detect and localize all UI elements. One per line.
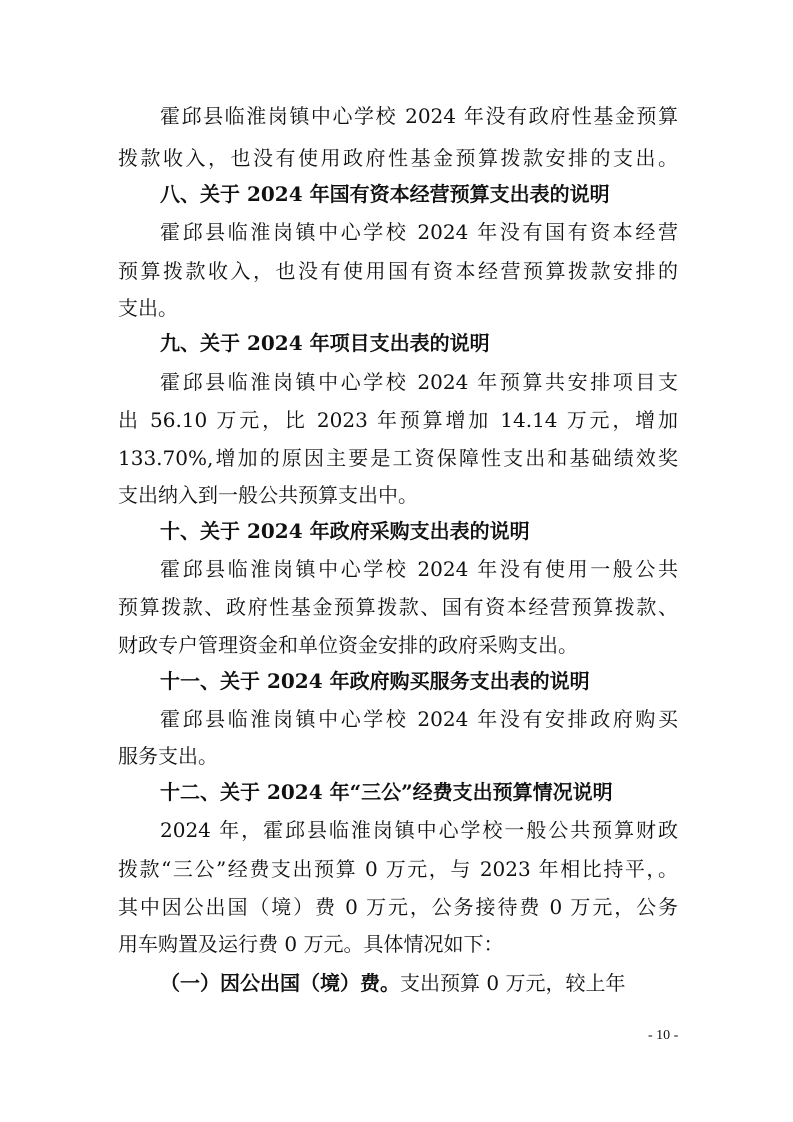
paragraph-line: 霍邱县临淮岗镇中心学校 2024 年没有使用一般公共 bbox=[160, 557, 678, 581]
section-heading: 九、关于 2024 年项目支出表的说明 bbox=[160, 331, 490, 355]
paragraph-line: 2024 年，霍邱县临淮岗镇中心学校一般公共预算财政 bbox=[160, 818, 678, 842]
subsection-heading: （一）因公出国（境）费。 bbox=[160, 971, 400, 995]
paragraph-line: 出 56.10 万元，比 2023 年预算增加 14.14 万元，增加 bbox=[118, 408, 678, 432]
paragraph-line: 预算拨款收入，也没有使用国有资本经营预算拨款安排的 bbox=[118, 259, 678, 283]
paragraph-line: 支出。 bbox=[118, 296, 178, 320]
paragraph-line: 霍邱县临淮岗镇中心学校 2024 年没有安排政府购买 bbox=[160, 707, 678, 731]
paragraph-line: 预算拨款、政府性基金预算拨款、国有资本经营预算拨款、 bbox=[118, 595, 678, 619]
section-heading: 十二、关于 2024 年“三公”经费支出预算情况说明 bbox=[160, 780, 613, 804]
paragraph-line: 霍邱县临淮岗镇中心学校 2024 年没有政府性基金预算 bbox=[160, 104, 678, 128]
paragraph-line-mixed bbox=[160, 970, 678, 996]
paragraph-line: 拨款收入，也没有使用政府性基金预算拨款安排的支出。 bbox=[118, 146, 678, 170]
page-number: - 10 - bbox=[648, 1028, 679, 1043]
paragraph-line: 支出纳入到一般公共预算支出中。 bbox=[118, 483, 418, 507]
paragraph-line: 用车购置及运行费 0 万元。具体情况如下： bbox=[118, 932, 504, 956]
paragraph-line: 133.70%,增加的原因主要是工资保障性支出和基础绩效奖 bbox=[118, 446, 678, 470]
paragraph-text: 支出预算 0 万元，较上年 bbox=[400, 971, 626, 995]
paragraph-line: 霍邱县临淮岗镇中心学校 2024 年预算共安排项目支 bbox=[160, 370, 678, 394]
paragraph-line: 霍邱县临淮岗镇中心学校 2024 年没有国有资本经营 bbox=[160, 220, 678, 244]
section-heading: 八、关于 2024 年国有资本经营预算支出表的说明 bbox=[160, 182, 610, 206]
paragraph-line: 服务支出。 bbox=[118, 744, 218, 768]
section-heading: 十一、关于 2024 年政府购买服务支出表的说明 bbox=[160, 669, 590, 693]
section-heading: 十、关于 2024 年政府采购支出表的说明 bbox=[160, 519, 530, 543]
paragraph-line: 拨款“三公”经费支出预算 0 万元，与 2023 年相比持平，。 bbox=[118, 857, 678, 881]
paragraph-line: 其中因公出国（境）费 0 万元，公务接待费 0 万元，公务 bbox=[118, 895, 678, 919]
paragraph-line: 财政专户管理资金和单位资金安排的政府采购支出。 bbox=[118, 633, 578, 657]
